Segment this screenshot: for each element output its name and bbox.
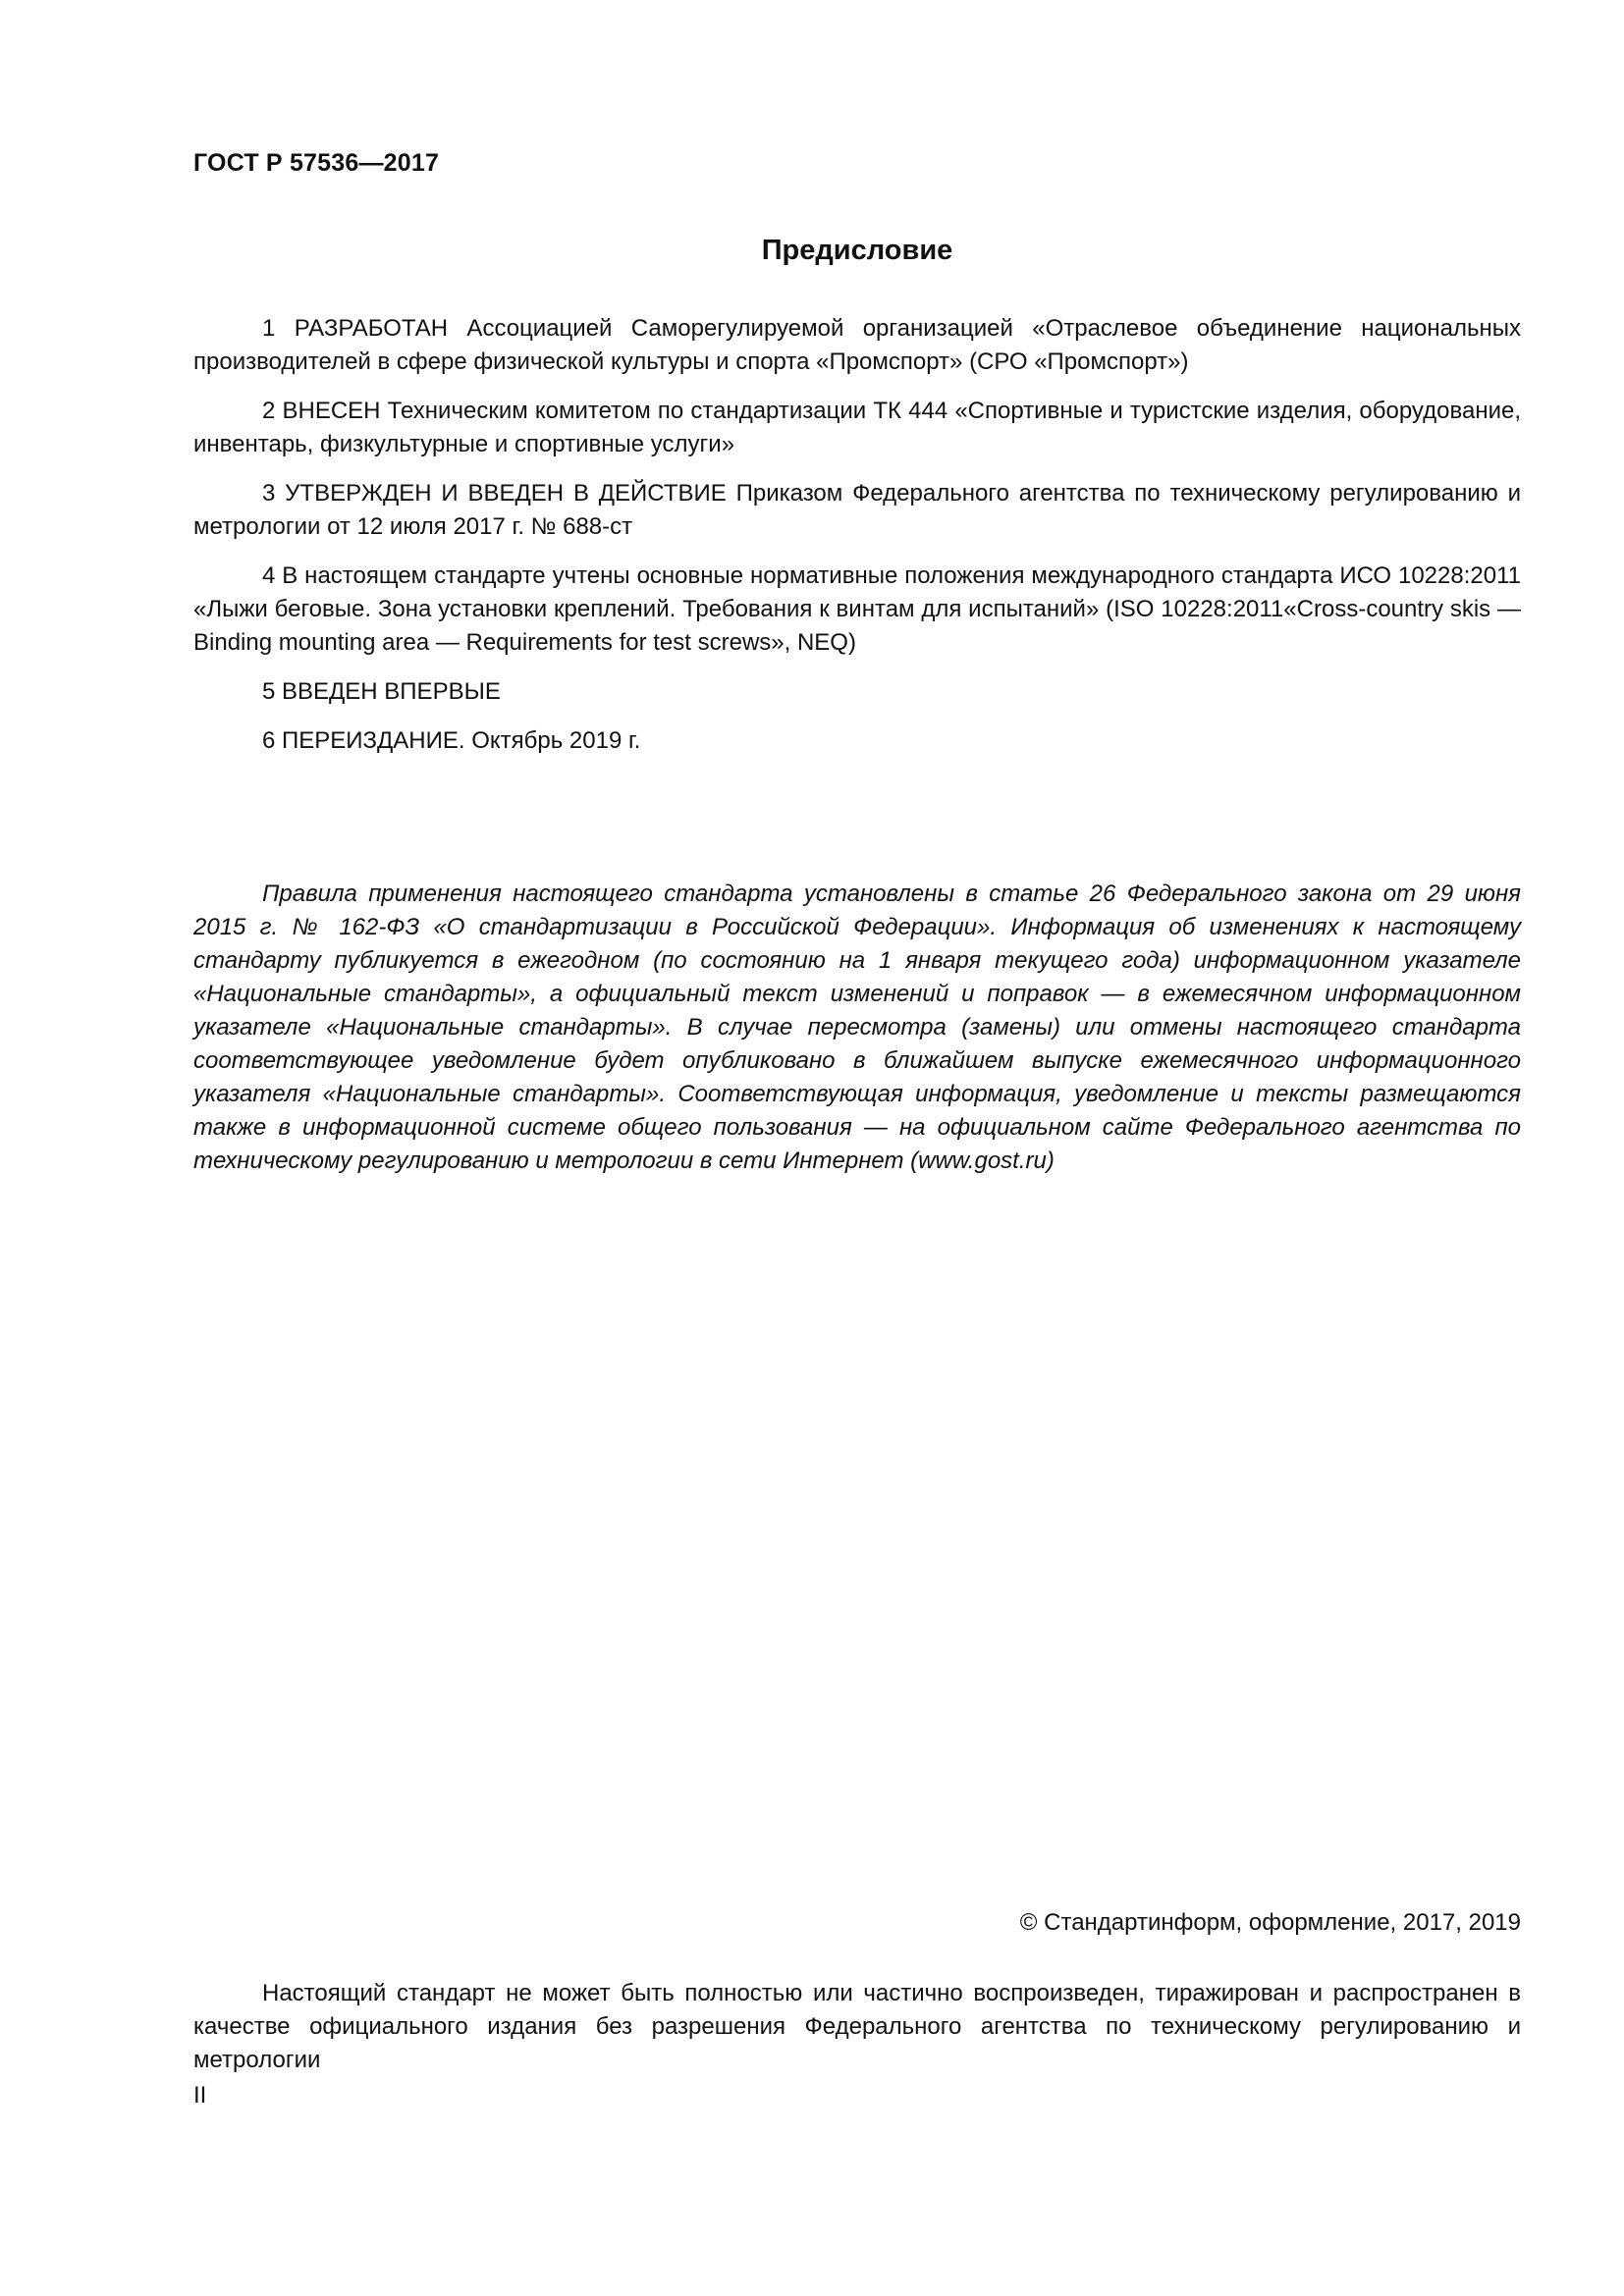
reproduction-restriction-note: Настоящий стандарт не может быть полностью или частично воспроизведен, тиражирован и распространен в качестве официального издания без разрешения Федерального агентства по техническому регулированию и метрологии — [193, 1980, 1521, 2073]
foreword-paragraph-2: 2 ВНЕСЕН Техническим комитетом по стандартизации ТК 444 «Спортивные и туристские изделия, оборудование, инвентарь, физкультурные и спортивные услуги» — [193, 398, 1521, 457]
foreword-paragraph-5: 5 ВВЕДЕН ВПЕРВЫЕ — [262, 678, 501, 705]
legal-application-note: Правила применения настоящего стандарта установлены в статье 26 Федерального закона от 29 июня 2015 г. № 162-ФЗ «О стандартизации в Российской Федерации». Информация об изменениях к настоящему стандарту публикуется в ежегодном (по состоянию на 1 января текущего года) информационном указателе «Национальные стандарты», а официальный текст изменений и поправок — в ежемесячном информационном указателе «Национальные стандарты». В случае пересмотра (замены) или отмены настоящего стандарта соответствующее уведомление будет опубликовано в ближайшем выпуске ежемесячного информационного указателя «Национальные стандарты». Соответствующая информация, уведомление и тексты размещаются также в информационной системе общего пользования — на официальном сайте Федерального агентства по техническому регулированию и метрологии в сети Интернет (www.gost.ru) — [193, 881, 1521, 1174]
foreword-paragraph-1: 1 РАЗРАБОТАН Ассоциацией Саморегулируемой организацией «Отраслевое объединение национальных производителей в сфере физической культуры и спорта «Промспорт» (СРО «Промспорт») — [193, 315, 1521, 375]
foreword-paragraph-3: 3 УТВЕРЖДЕН И ВВЕДЕН В ДЕЙСТВИЕ Приказом Федерального агентства по техническому регулированию и метрологии от 12 июля 2017 г. № 688-ст — [193, 480, 1521, 540]
page-number: II — [193, 2082, 207, 2109]
foreword-body — [193, 312, 1521, 758]
document-code-header: ГОСТ Р 57536—2017 — [193, 149, 440, 177]
foreword-paragraph-6: 6 ПЕРЕИЗДАНИЕ. Октябрь 2019 г. — [262, 727, 641, 754]
page-title: Предисловие — [761, 235, 953, 266]
copyright-line: © Стандартинформ, оформление, 2017, 2019 — [1019, 1909, 1521, 1936]
foreword-paragraph-4: 4 В настоящем стандарте учтены основные нормативные положения международного стандарта ИСО 10228:2011 «Лыжи беговые. Зона установки креплений. Требования к винтам для испытаний» (ISO 10228:2011«Cross-country skis — Binding mounting area — Requirements for test screws», NEQ) — [193, 562, 1521, 656]
page-footer — [193, 1906, 1521, 2112]
